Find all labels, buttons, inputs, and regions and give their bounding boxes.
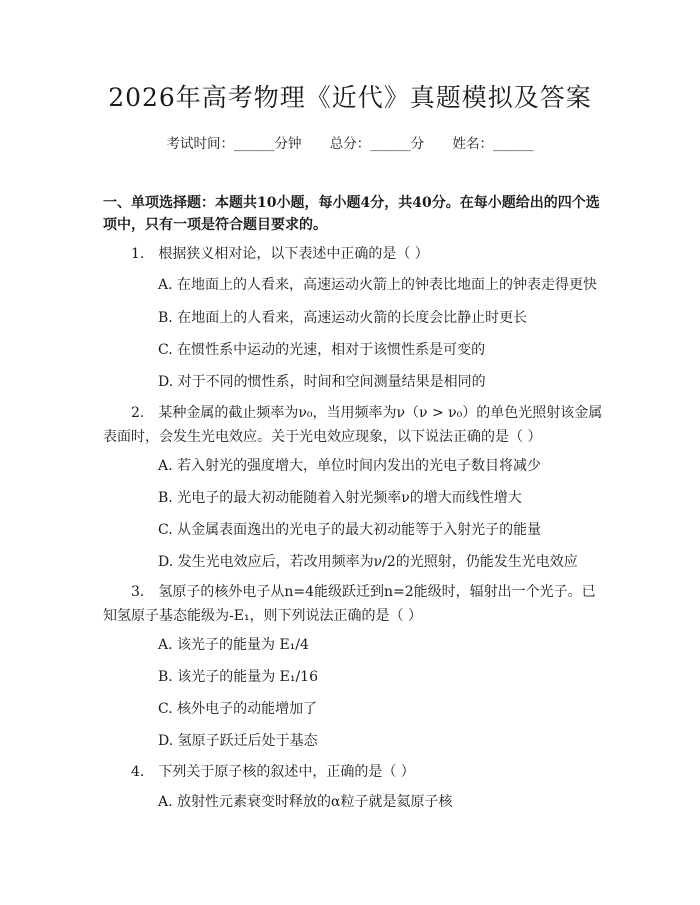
question-number: 1. [131, 246, 145, 262]
question-text: 根据狭义相对论，以下表述中正确的是（ ） [158, 246, 429, 262]
question-number: 2. [131, 405, 145, 421]
question-1-option-a: A. 在地面上的人看来，高速运动火箭上的钟表比地面上的钟表走得更快 [158, 277, 598, 293]
question-text: 氢原子的核外电子从n=4能级跃迁到n=2能级时，辐射出一个光子。已知氢原子基态能级为-E₁，则下列说法正确的是（ ） [103, 584, 596, 624]
question-2 [103, 401, 608, 449]
question-number: 3. [131, 584, 145, 600]
question-number: 4. [131, 764, 145, 780]
question-1-option-c: C. 在惯性系中运动的光速，相对于该惯性系是可变的 [158, 342, 486, 358]
question-1-option-d: D. 对于不同的惯性系，时间和空间测量结果是相同的 [158, 374, 486, 390]
total-score-field: 总分：______分 [329, 136, 425, 152]
question-2-option-b: B. 光电子的最大初动能随着入射光频率ν的增大而线性增大 [158, 490, 522, 506]
question-2-option-c: C. 从金属表面逸出的光电子的最大初动能等于入射光子的能量 [158, 522, 542, 538]
question-3-option-a: A. 该光子的能量为 E₁/4 [158, 637, 309, 653]
page-title: 2026年高考物理《近代》真题模拟及答案 [108, 83, 592, 112]
question-3-option-d: D. 氢原子跃迁后处于基态 [158, 733, 318, 749]
question-3-option-c: C. 核外电子的动能增加了 [158, 701, 318, 717]
question-3-option-b: B. 该光子的能量为 E₁/16 [158, 669, 319, 685]
question-4-option-a: A. 放射性元素衰变时释放的α粒子就是氦原子核 [158, 794, 453, 810]
question-2-option-a: A. 若入射光的强度增大，单位时间内发出的光电子数目将减少 [158, 458, 542, 474]
question-text: 下列关于原子核的叙述中，正确的是（ ） [158, 764, 415, 780]
student-name-field: 姓名：______ [452, 136, 534, 152]
question-1 [103, 242, 608, 266]
question-text: 某种金属的截止频率为ν₀，当用频率为ν（ν > ν₀）的单色光照射该金属表面时，会发生光电效应。关于光电效应现象，以下说法正确的是（ ） [103, 405, 603, 445]
exam-info-line [0, 132, 700, 152]
question-1-option-b: B. 在地面上的人看来，高速运动火箭的长度会比静止时更长 [158, 310, 528, 326]
question-2-option-d: D. 发生光电效应后，若改用频率为ν/2的光照射，仍能发生光电效应 [158, 554, 578, 570]
question-3 [103, 580, 608, 628]
question-4 [103, 760, 608, 784]
section-heading: 一、单项选择题：本题共10小题，每小题4分，共40分。在每小题给出的四个选项中，只有一项是符合题目要求的。 [103, 195, 600, 233]
exam-time-field: 考试时间：______分钟 [166, 136, 302, 152]
